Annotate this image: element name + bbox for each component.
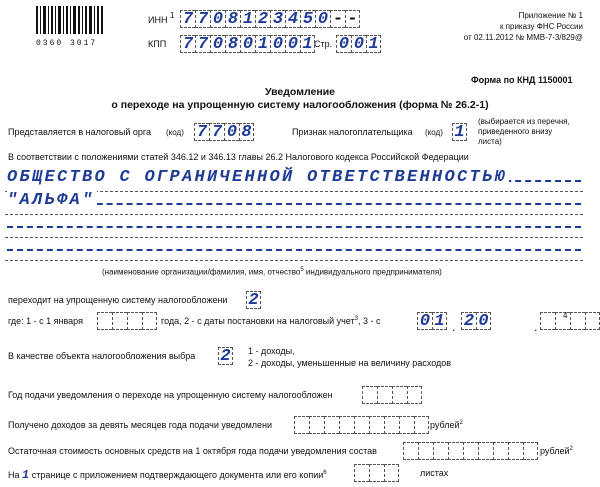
barcode xyxy=(36,6,104,48)
input-cell[interactable] xyxy=(354,464,369,482)
input-cell[interactable]: 8 xyxy=(225,10,240,28)
input-cell[interactable] xyxy=(127,312,142,330)
input-cell[interactable]: 1 xyxy=(452,123,467,141)
pages-label: На 1 странице с приложением подтверждающего документа или его копии$^6$ xyxy=(8,468,327,482)
org-caption: (наименование организации/фамилия, имя, отчество$^5$ индивидуального предпринимателя) xyxy=(102,267,442,277)
org-name-row-1[interactable]: ОБЩЕСТВО С ОГРАНИЧЕННОЙ ОТВЕТСТВЕННОСТЬЮ xyxy=(5,171,583,192)
input-cell[interactable]: 1 xyxy=(366,35,381,53)
income-label: Получено доходов за девять месяцев года подачи уведомлени xyxy=(8,420,273,430)
input-cell[interactable]: 2 xyxy=(218,347,233,365)
input-cell[interactable] xyxy=(463,442,478,460)
input-cell[interactable]: 0 xyxy=(476,312,491,330)
input-cell[interactable]: 0 xyxy=(351,35,366,53)
object-label: В качестве объекта налогообложения выбра xyxy=(8,351,196,361)
input-cell[interactable]: 0 xyxy=(240,35,255,53)
input-cell[interactable] xyxy=(384,464,399,482)
input-cell[interactable]: 0 xyxy=(336,35,351,53)
input-cell[interactable]: 0 xyxy=(224,123,239,141)
input-cell[interactable]: 8 xyxy=(239,123,254,141)
input-cell[interactable] xyxy=(377,386,392,404)
inn-label: ИНН xyxy=(148,15,168,25)
submitted-label: Представляется в налоговый орга xyxy=(8,127,151,137)
kpp-label: КПП xyxy=(148,39,167,49)
input-cell[interactable]: 5 xyxy=(300,10,315,28)
input-cell[interactable]: 7 xyxy=(195,35,210,53)
input-cell[interactable] xyxy=(508,442,523,460)
input-cell[interactable] xyxy=(433,442,448,460)
input-cell[interactable]: 7 xyxy=(195,10,210,28)
input-cell[interactable]: - xyxy=(330,10,345,28)
input-cell[interactable] xyxy=(448,442,463,460)
pages-field[interactable] xyxy=(354,464,399,482)
input-cell[interactable] xyxy=(369,416,384,434)
residual-label: Остаточная стоимость основных средств на 1 октября года подачи уведомления состав xyxy=(8,446,377,456)
according-text: В соответствии с положениями статей 346.12 и 346.13 главы 26.2 Налогового кодекса Российской Федерации xyxy=(8,152,469,162)
input-cell[interactable]: 7 xyxy=(180,35,195,53)
inn-field[interactable] xyxy=(180,10,360,28)
taxpayer-sign-note: (выбирается из перечня, приведенного внизу листа) xyxy=(478,117,570,146)
where-label: где: 1 - с 1 января xyxy=(8,316,83,326)
input-cell[interactable]: 0 xyxy=(210,10,225,28)
date-day-field[interactable] xyxy=(417,312,447,330)
year-label: Год подачи уведомления о переходе на упрощенную систему налогообложен xyxy=(8,390,333,400)
input-cell[interactable]: 0 xyxy=(270,35,285,53)
input-cell[interactable]: 0 xyxy=(210,35,225,53)
transition-label: переходит на упрощенную систему налогообложени xyxy=(8,295,228,305)
input-cell[interactable] xyxy=(294,416,309,434)
page-field[interactable] xyxy=(336,35,381,53)
income-field[interactable] xyxy=(294,416,429,434)
input-cell[interactable] xyxy=(369,464,384,482)
form-code: Форма по КНД 1150001 xyxy=(471,75,573,85)
taxpayer-sign-label: Признак налогоплательщика xyxy=(292,127,413,137)
input-cell[interactable] xyxy=(309,416,324,434)
input-cell[interactable] xyxy=(112,312,127,330)
date-extra-field[interactable] xyxy=(540,312,600,330)
input-cell[interactable] xyxy=(142,312,157,330)
input-cell[interactable] xyxy=(585,312,600,330)
org-name-row-4[interactable] xyxy=(5,240,583,261)
input-cell[interactable]: - xyxy=(345,10,360,28)
input-cell[interactable] xyxy=(540,312,555,330)
input-cell[interactable] xyxy=(414,416,429,434)
barcode-number: 0360 3017 xyxy=(36,39,98,48)
input-cell[interactable] xyxy=(384,416,399,434)
input-cell[interactable] xyxy=(478,442,493,460)
year-field[interactable] xyxy=(97,312,157,330)
input-cell[interactable]: 0 xyxy=(315,10,330,28)
object-field[interactable] xyxy=(218,347,233,365)
input-cell[interactable]: 0 xyxy=(285,35,300,53)
input-cell[interactable] xyxy=(97,312,112,330)
input-cell[interactable]: 7 xyxy=(194,123,209,141)
input-cell[interactable]: 0 xyxy=(417,312,432,330)
input-cell[interactable]: 8 xyxy=(225,35,240,53)
input-cell[interactable]: 3 xyxy=(270,10,285,28)
input-cell[interactable] xyxy=(362,386,377,404)
page-title: Уведомление о переходе на упрощенную систему налогообложения (форма № 26.2-1) xyxy=(111,86,489,111)
date-month-field[interactable] xyxy=(461,312,491,330)
input-cell[interactable]: 2 xyxy=(246,291,261,309)
where-label-2: года, 2 - с даты постановки на налоговый учет$^3$, 3 - с xyxy=(161,316,381,326)
input-cell[interactable]: 4 xyxy=(285,10,300,28)
input-cell[interactable] xyxy=(403,442,418,460)
input-cell[interactable]: 2 xyxy=(255,10,270,28)
input-cell[interactable] xyxy=(392,386,407,404)
order-reference: Приложение № 1 к приказу ФНС России от 02.11.2012 № ММВ-7-3/829@ xyxy=(463,11,583,42)
org-name-row-3[interactable] xyxy=(5,217,583,238)
kpp-field[interactable] xyxy=(180,35,315,53)
object-options: 1 - доходы, 2 - доходы, уменьшенные на величину расходов xyxy=(248,346,452,368)
input-cell[interactable] xyxy=(570,312,585,330)
barcode-icon xyxy=(36,6,104,34)
input-cell[interactable]: 1 xyxy=(300,35,315,53)
input-cell[interactable]: 7 xyxy=(209,123,224,141)
input-cell[interactable] xyxy=(339,416,354,434)
input-cell[interactable] xyxy=(354,416,369,434)
input-cell[interactable]: 1 xyxy=(255,35,270,53)
taxpayer-sign-field[interactable] xyxy=(452,123,467,141)
org-name-row-2[interactable]: "АЛЬФА" xyxy=(5,194,583,215)
transition-field[interactable] xyxy=(246,291,261,309)
input-cell[interactable]: 1 xyxy=(240,10,255,28)
input-cell[interactable] xyxy=(407,386,422,404)
input-cell[interactable]: 7 xyxy=(180,10,195,28)
tax-office-code-field[interactable] xyxy=(194,123,254,141)
residual-field[interactable] xyxy=(403,442,538,460)
input-cell[interactable] xyxy=(523,442,538,460)
notify-year-field[interactable] xyxy=(362,386,422,404)
input-cell[interactable] xyxy=(324,416,339,434)
page-label: Стр. xyxy=(314,39,333,49)
input-cell[interactable]: 2 xyxy=(461,312,476,330)
input-cell[interactable] xyxy=(418,442,433,460)
input-cell[interactable]: 1 xyxy=(432,312,447,330)
input-cell[interactable] xyxy=(399,416,414,434)
input-cell[interactable] xyxy=(493,442,508,460)
